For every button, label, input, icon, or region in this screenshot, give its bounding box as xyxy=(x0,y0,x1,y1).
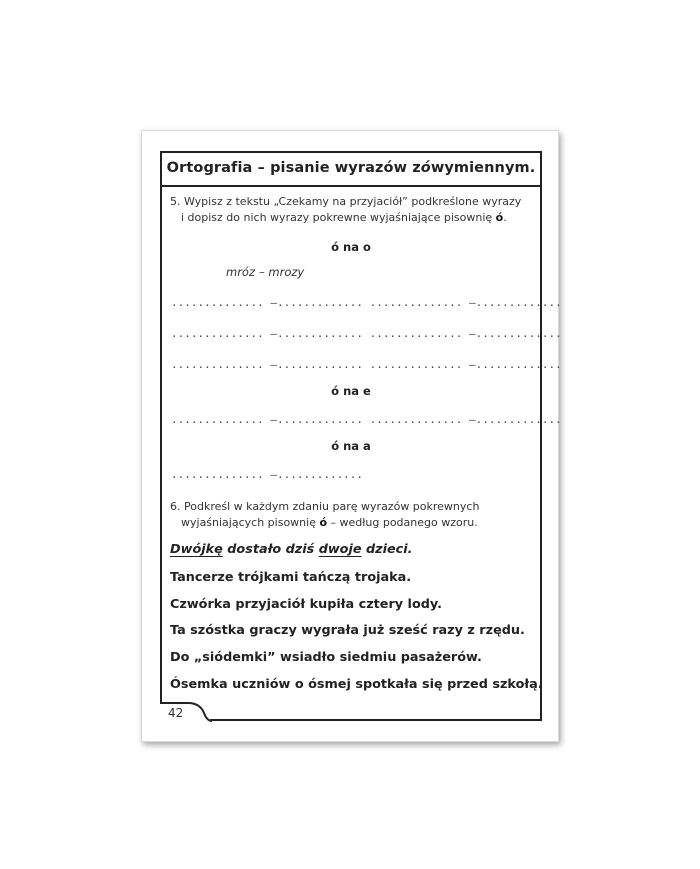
sentence-4[interactable]: Do „siódemki” wsiadło siedmiu pasażerów. xyxy=(170,650,482,665)
title-suffix: wymiennym. xyxy=(430,160,536,176)
task5-line1: 5. Wypisz z tekstu „Czekamy na przyjaciół” podkreślone wyrazy xyxy=(170,195,522,208)
example-end-text: dzieci. xyxy=(361,542,413,557)
title-prefix: Ortografia – pisanie wyrazów z xyxy=(166,160,421,176)
task5-line2 xyxy=(170,210,521,226)
section-o-heading: ó na o xyxy=(331,240,371,254)
answer-line-1[interactable]: .............. –............. .............. –............. xyxy=(171,296,562,309)
task6-line2 xyxy=(170,515,479,531)
task5-line2-text: i dopisz do nich wyrazy pokrewne wyjaśniające pisownię xyxy=(181,211,496,224)
answer-line-3[interactable]: .............. –............. .............. –............. xyxy=(171,358,562,371)
page-tab-curve xyxy=(158,699,212,723)
page-number: 42 xyxy=(168,706,184,720)
example-underlined-word-1: Dwójkę xyxy=(170,542,223,557)
sentence-3[interactable]: Ta szóstka graczy wygrała już sześć razy z rzędu. xyxy=(170,623,525,638)
example-word: mróz xyxy=(226,265,256,279)
example-pair: – mrozy xyxy=(259,265,305,279)
section-a-heading: ó na a xyxy=(331,439,371,453)
task5-bold-letter: ó xyxy=(495,211,504,224)
section-e-heading: ó na e xyxy=(331,384,371,398)
sentence-5[interactable]: Ósemka uczniów o ósmej spotkała się przed szkołą. xyxy=(170,677,543,692)
example-middle-text: dostało dziś xyxy=(222,542,319,557)
task6-instruction xyxy=(170,499,479,531)
answer-line-5[interactable]: .............. –............. xyxy=(171,468,364,481)
task6-line1: 6. Podkreśl w każdym zdaniu parę wyrazów pokrewnych xyxy=(170,500,480,513)
sentence-2[interactable]: Czwórka przyjaciół kupiła cztery lody. xyxy=(170,597,442,612)
task5-instruction xyxy=(170,194,521,226)
title-italic-letter: ó xyxy=(420,160,431,176)
task6-line2-text: wyjaśniających pisownię xyxy=(181,516,320,529)
task6-bold-letter: ó xyxy=(319,516,328,529)
example-underlined-word-2: dwoje xyxy=(318,542,362,557)
answer-line-4[interactable]: .............. –............. .............. –............. xyxy=(171,413,562,426)
answer-line-2[interactable]: .............. –............. .............. –............. xyxy=(171,327,562,340)
task5-line2-end: . xyxy=(503,211,507,224)
example-sentence xyxy=(170,542,413,557)
sentence-1[interactable]: Tancerze trójkami tańczą trojaka. xyxy=(170,570,412,585)
page-title xyxy=(160,151,542,187)
task6-line2-end: – według podanego wzoru. xyxy=(327,516,478,529)
